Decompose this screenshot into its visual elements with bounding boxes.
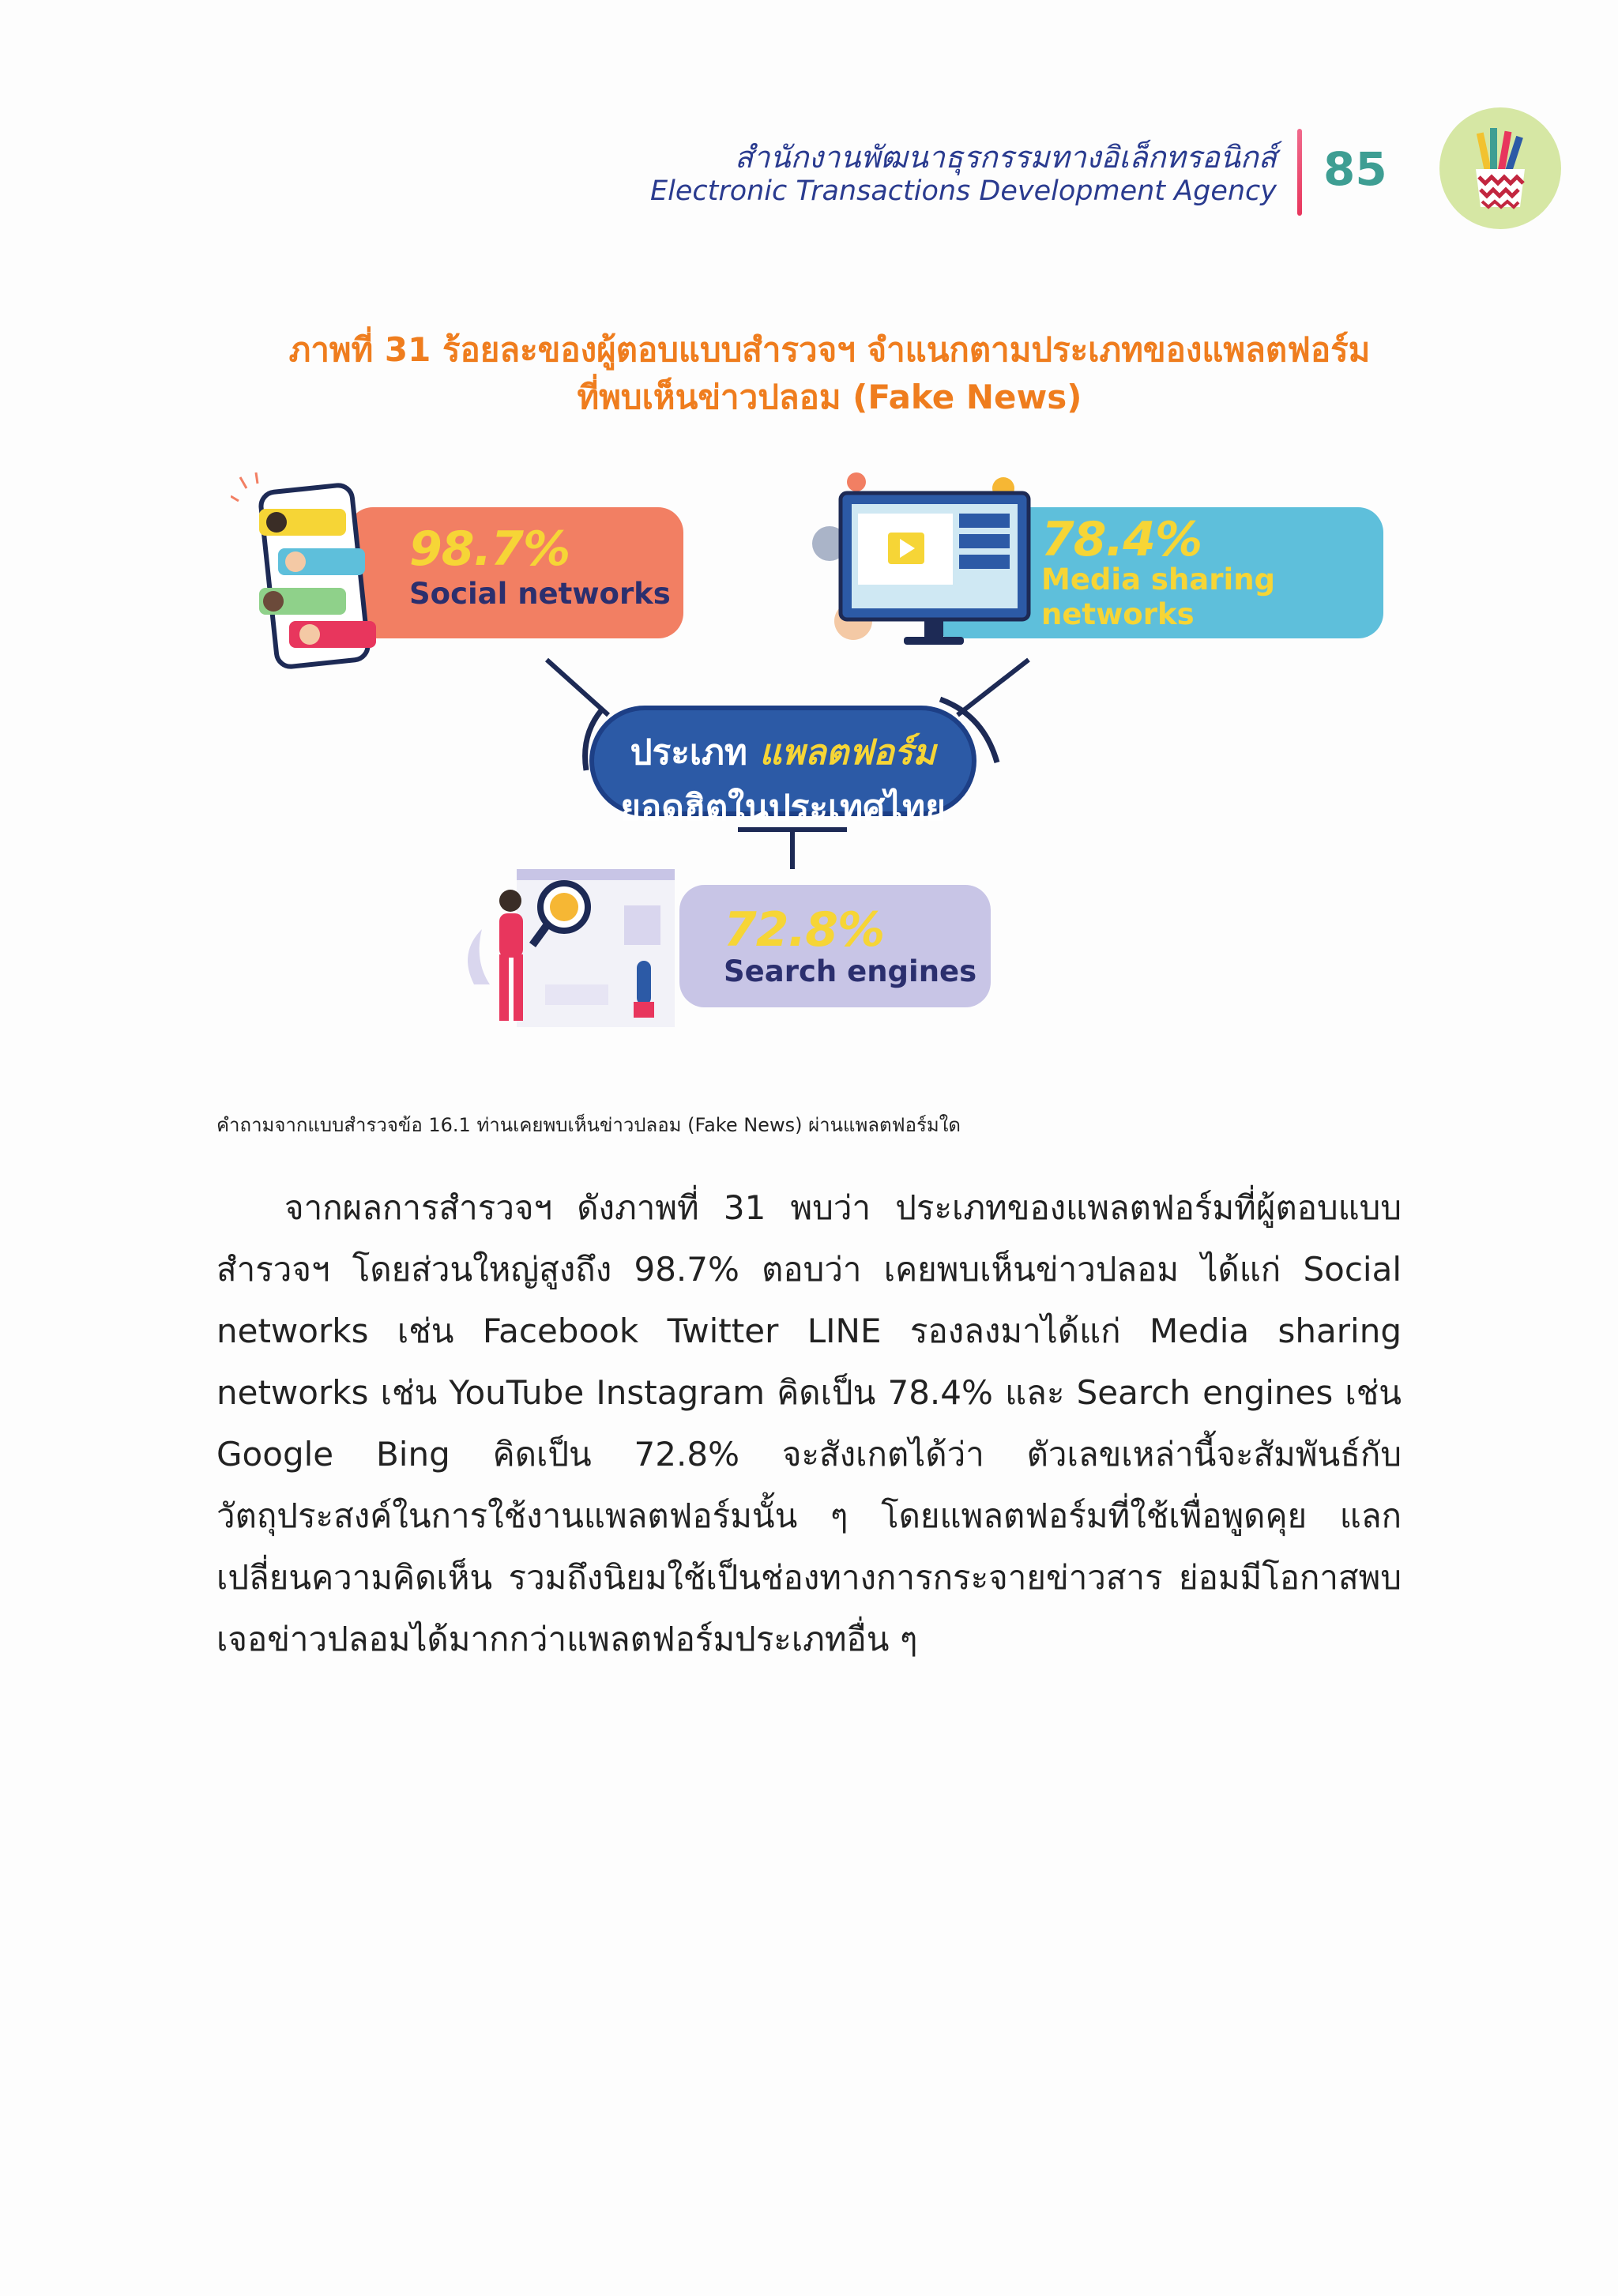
media-sharing-label-line1: Media sharing [1041,563,1276,597]
search-engines-percent: 72.8% [724,902,885,958]
search-engines-label: Search engines [724,954,977,988]
center-text-line2: ยอดฮิตในประเทศไทย [620,788,946,828]
monitor-video-icon [806,472,1035,657]
media-sharing-percent: 78.4% [1041,512,1202,567]
header-org-thai: สำนักงานพัฒนาธุรกรรมทางอิเล็กทรอนิกส์ [734,140,1277,175]
figure-title-line2: ที่พบเห็นข่าวปลอม (Fake News) [577,378,1082,416]
header-org-english: Electronic Transactions Development Agency [649,175,1277,207]
media-sharing-label-line2: networks [1041,597,1195,631]
platform-types-pill [589,706,976,828]
social-networks-percent: 98.7% [409,521,570,577]
center-text-prefix: ประเภท [630,732,747,773]
page-number: 85 [1323,142,1387,196]
chat-phone-icon [231,472,389,673]
social-networks-label: Social networks [409,577,671,611]
center-text-highlight: แพลตฟอร์ม [759,732,936,773]
figure-caption: คำถามจากแบบสำรวจข้อ 16.1 ท่านเคยพบเห็นข่าวปลอม (Fake News) ผ่านแพลตฟอร์มใด [216,1114,961,1136]
figure-title-line1: ภาพที่ 31 ร้อยละของผู้ตอบแบบสำรวจฯ จำแนกตามประเภทของแพลตฟอร์ม [288,330,1371,369]
body-paragraph: จากผลการสำรวจฯ ดังภาพที่ 31 พบว่า ประเภทของแพลตฟอร์มที่ผู้ตอบแบบสำรวจฯ โดยส่วนใหญ่สูงถึง 98.7% ตอบว่า เคยพบเห็นข่าวปลอม ได้แก่ Social networks เช่น Facebook Twitter LINE รองลงมาได้แก่ Media sharing networks เช่น YouTube Instagram คิดเป็น 78.4% และ Search engines เช่น Google Bing คิดเป็น 72.8% จะสังเกตได้ว่า ตัวเลขเหล่านี้จะสัมพันธ์กับวัตถุประสงค์ในการใช้งานแพลตฟอร์มนั้น ๆ โดยแพลตฟอร์มที่ใช้เพื่อพูดคุย แลกเปลี่ยนความคิดเห็น รวมถึงนิยมใช้เป็นช่องทางการกระจายข่าวสาร ย่อมมีโอกาสพบเจอข่าวปลอมได้มากกว่าแพลตฟอร์มประเภทอื่น ๆ [216,1188,1402,1658]
search-person-icon [450,866,711,1035]
